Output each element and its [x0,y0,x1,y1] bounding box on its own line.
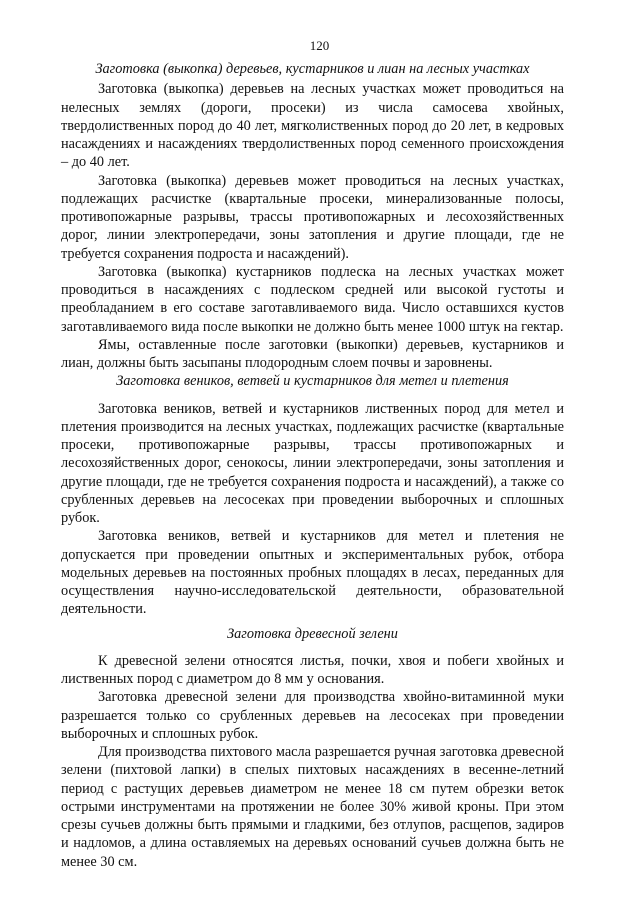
section-tree-excavation [61,60,564,372]
section-heading: Заготовка веников, ветвей и кустарников для метел и плетения [116,373,509,390]
section-brooms-branches [61,372,564,618]
section-tree-greenery [61,625,564,871]
page-number: 120 [309,38,330,53]
paragraph: Заготовка веников, ветвей и кустарников лиственных пород для метел и плетения производится на лесных участках, подлежащих расчистке (квартальные просеки, противопожарные разрывы, трассы противопожарных и лесохозяйственных дорог, сенокосы, линии электропередачи, зоны затопления и другие площади, где не требуется сохранения подроста и насаждений), а также со срубленных деревьев на лесосеках при проведении выборочных и сплошных рубок. [61,400,564,526]
paragraph: К древесной зелени относятся листья, почки, хвоя и побеги хвойных и лиственных пород с диаметром до 8 мм у основания. [61,652,564,687]
section-heading: Заготовка (выкопка) деревьев, кустарников и лиан на лесных участках [95,61,530,77]
paragraph: Заготовка (выкопка) кустарников подлеска на лесных участках может проводиться в насаждениях с подлеском средней или высокой густоты и преобладанием в его составе заготавливаемого вида. Число оставшихся кустов заготавливаемого вида после выкопки не должно быть менее 1000 штук на гектар. [61,263,564,335]
paragraph: Заготовка (выкопка) деревьев на лесных участках может проводиться на нелесных землях (дороги, просеки) из числа самосева хвойных, твердолиственных пород до 40 лет, мягколиственных пород до 20 лет, в кедровых насаждениях и насаждениях твердолиственных пород семенного происхождения – до 40 лет. [61,81,564,171]
section-heading: Заготовка древесной зелени [227,625,398,642]
paragraph: Заготовка (выкопка) деревьев может проводиться на лесных участках, подлежащих расчистке (квартальные просеки, минерализованные полосы, противопожарные разрывы, трассы противопожарных и лесохозяйственных дорог, линии электропередачи, зоны затопления и другие площади, где не требуется сохранения подроста и насаждений). [61,172,564,262]
paragraph: Заготовка древесной зелени для производства хвойно-витаминной муки разрешается только со срубленных деревьев на лесосеках при проведении выборочных и сплошных рубок. [61,689,564,742]
paragraph: Ямы, оставленные после заготовки (выкопки) деревьев, кустарников и лиан, должны быть засыпаны плодородным слоем почвы и заровнены. [61,336,564,371]
page-body [61,60,564,871]
paragraph: Заготовка веников, ветвей и кустарников для метел и плетения не допускается при проведении опытных и экспериментальных рубок, отбора модельных деревьев на постоянных пробных площадях в лесах, переданных для осуществления научно-исследовательской деятельности, образовательной деятельности. [61,528,564,618]
paragraph: Для производства пихтового масла разрешается ручная заготовка древесной зелени (пихтовой лапки) в спелых пихтовых насаждениях в весенне-летний период с растущих деревьев диаметром не менее 18 см путем обрезки веток острыми инструментами на протяжении не более 30% живой кроны. При этом срезы сучьев должны быть прямыми и гладкими, без отлупов, расщепов, задиров и надломов, а длина оставляемых на деревьях оснований сучьев должна быть не менее 30 см. [61,744,564,870]
